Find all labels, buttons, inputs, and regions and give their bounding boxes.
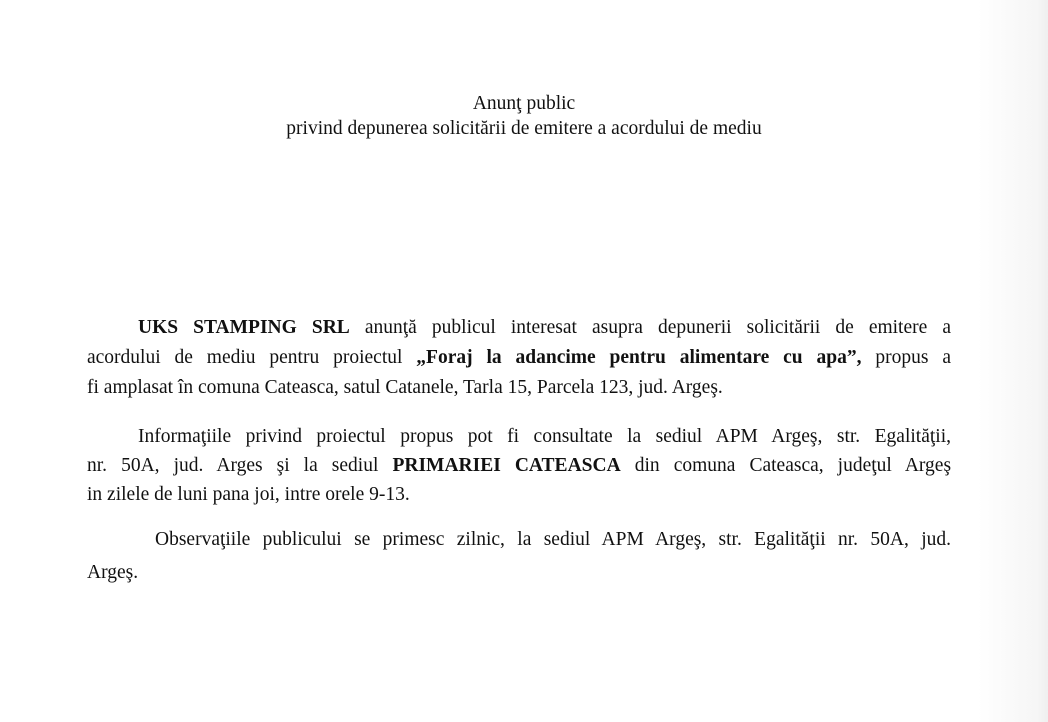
paragraph-2-line-2-start: nr. 50A, jud. Arges şi la sediul <box>87 455 379 476</box>
paragraph-1-line-1 <box>138 315 951 341</box>
paragraph-2-line-2-end: din comuna Cateasca, judeţul Argeş <box>634 455 952 476</box>
paragraph-2-line-2 <box>87 453 951 479</box>
paragraph-2-line-3: in zilele de luni pana joi, intre orele 9-13. <box>87 484 410 505</box>
paragraph-3-line-2: Argeş. <box>87 562 139 583</box>
paragraph-1-line-2-end: propus a <box>875 347 951 368</box>
company-name: UKS STAMPING SRL <box>138 317 350 338</box>
notice-title: Anunţ public <box>472 93 576 114</box>
notice-subtitle: privind depunerea solicitării de emitere a acordului de mediu <box>286 118 762 139</box>
paragraph-1-line-2-start: acordului de mediu pentru proiectul <box>87 347 403 368</box>
paragraph-1-line-3: fi amplasat în comuna Cateasca, satul Catanele, Tarla 15, Parcela 123, jud. Argeş. <box>87 377 723 398</box>
paragraph-1-line-2 <box>87 345 951 371</box>
paragraph-2-line-1: Informaţiile privind proiectul propus pot fi consultate la sediul APM Argeş, str. Egalităţii, <box>138 426 951 447</box>
project-name: „Foraj la adancime pentru alimentare cu apa”, <box>416 347 862 368</box>
institution-name: PRIMARIEI CATEASCA <box>392 455 621 476</box>
paragraph-1-line-1-text: anunţă publicul interesat asupra depunerii solicitării de emitere a <box>364 317 951 338</box>
paragraph-3-line-1: Observaţiile publicului se primesc zilnic, la sediul APM Argeş, str. Egalităţii nr. 50A, jud. <box>155 529 951 550</box>
